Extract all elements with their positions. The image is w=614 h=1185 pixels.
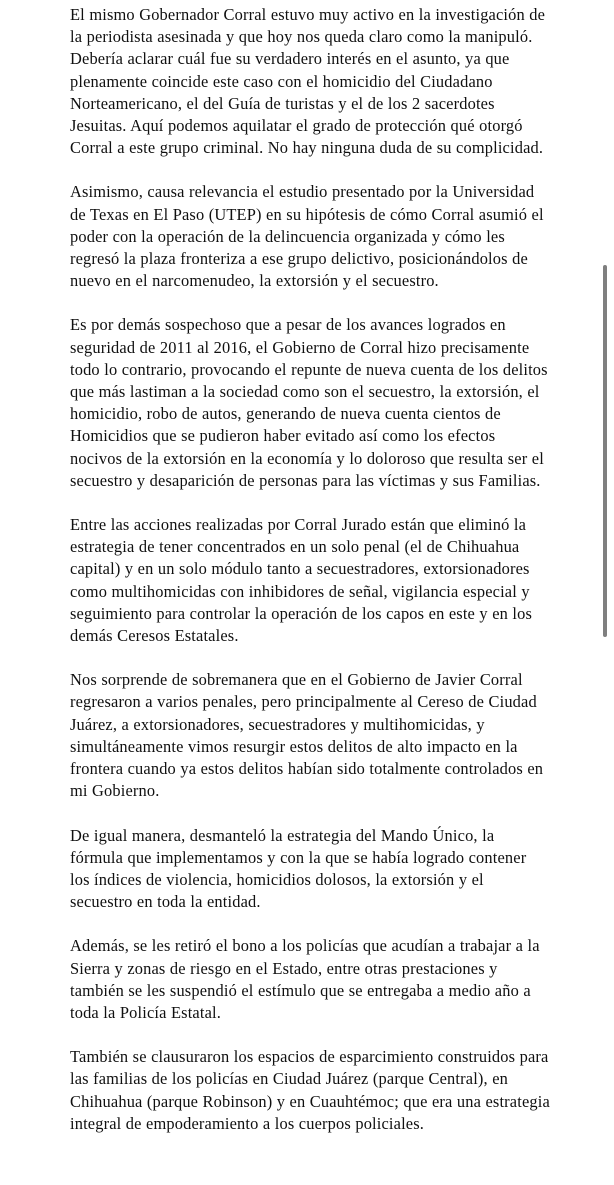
paragraph: Además, se les retiró el bono a los policías que acudían a trabajar a la Sierra y zonas de riesgo en el Estado, entre otras prestaciones y también se les suspendió el estímulo que se entregaba a medio año a toda la Policía Estatal. <box>70 936 540 1022</box>
paragraph: Es por demás sospechoso que a pesar de los avances logrados en seguridad de 2011 al 2016, el Gobierno de Corral hizo precisamente todo lo contrario, provocando el repunte de nueva cuenta de los delitos que más lastiman a la sociedad como son el secuestro, la extorsión, el homicidio, robo de autos, generando de nueva cuenta cientos de Homicidios que se pudieron haber evitado así como los efectos nocivos de la extorsión en la economía y lo doloroso que resulta ser el secuestro y desaparición de personas para las víctimas y sus Familias. <box>70 315 548 490</box>
paragraph: Asimismo, causa relevancia el estudio presentado por la Universidad de Texas en El Paso (UTEP) en su hipótesis de cómo Corral asumió el poder con la operación de la delincuencia organizada y cómo les regresó la plaza fronteriza a ese grupo delictivo, posicionándolos de nuevo en el narcomenudeo, la extorsión y el secuestro. <box>70 182 544 291</box>
paragraph: El mismo Gobernador Corral estuvo muy activo en la investigación de la periodista asesinada y que hoy nos queda claro como la manipuló. Debería aclarar cuál fue su verdadero interés en el asunto, ya que plenamente coincide este caso con el homicidio del Ciudadano Norteamericano, el del Guía de turistas y el de los 2 sacerdotes Jesuitas. Aquí podemos aquilatar el grado de protección qué otorgó Corral a este grupo criminal. No hay ninguna duda de su complicidad. <box>70 5 546 158</box>
vertical-scrollbar-thumb[interactable] <box>603 265 607 637</box>
document-text-column <box>70 4 550 1135</box>
paragraph: También se clausuraron los espacios de esparcimiento construidos para las familias de los policías en Ciudad Juárez (parque Central), en Chihuahua (parque Robinson) y en Cuauhtémoc; que era una estrategia integral de empoderamiento a los cuerpos policiales. <box>70 1047 550 1133</box>
vertical-scrollbar-track[interactable] <box>602 0 608 1185</box>
paragraph: De igual manera, desmanteló la estrategia del Mando Único, la fórmula que implementamos y con la que se había logrado contener los índices de violencia, homicidios dolosos, la extorsión y el secuestro en toda la entidad. <box>70 825 527 912</box>
paragraph: Entre las acciones realizadas por Corral Jurado están que eliminó la estrategia de tener concentrados en un solo penal (el de Chihuahua capital) y en un solo módulo tanto a secuestradores, extorsionadores como multihomicidas con inhibidores de señal, vigilancia especial y seguimiento para controlar la operación de los capos en este y en los demás Ceresos Estatales. <box>70 515 533 646</box>
paragraph: Nos sorprende de sobremanera que en el Gobierno de Javier Corral regresaron a varios penales, pero principalmente al Cereso de Ciudad Juárez, a extorsionadores, secuestradores y multihomicidas, y simultáneamente vimos resurgir estos delitos de alto impacto en la frontera cuando ya estos delitos habían sido totalmente controlados en mi Gobierno. <box>70 670 544 801</box>
